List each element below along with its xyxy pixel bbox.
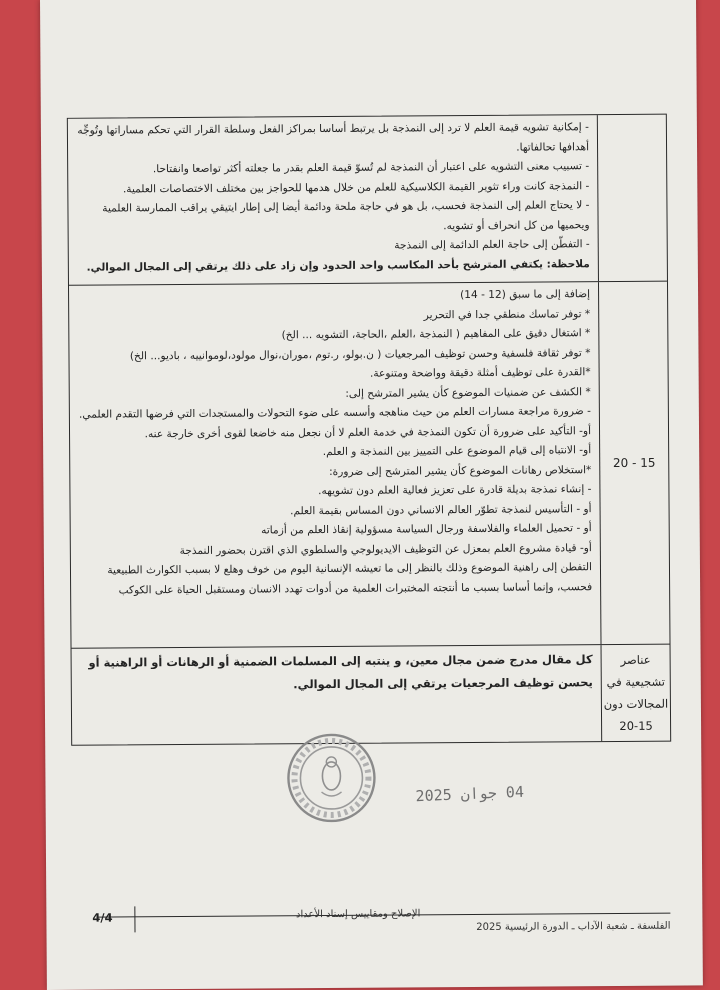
criteria-line: * توفر تماسك منطقي جدا في التحرير	[423, 307, 591, 321]
criteria-line: أو- قيادة مشروع العلم بمعزل عن التوظيف الايديولوجي والسلطوي الذي اقترن بحضور النمذجة	[179, 541, 592, 557]
criteria-line: التفطن إلى راهنية الموضوع وذلك بالنظر إلى ما تعيشه الإنسانية اليوم من خوف وهلع لا بسبب الكوارث الطبيعية فحسب، وإنما أساسا بسبب ما أنتجته المختبرات العلمية من أدوات تهدد الانسان ومستقبل الحياة على الكوكب	[107, 561, 593, 596]
page-footer	[72, 903, 670, 941]
score-range-cell: 15 - 20	[598, 282, 670, 644]
criteria-line: - تسبيب معنى التشويه على اعتبار أن النمذجة لم تُسوّ قيمة العلم بقدر ما جعلته أكثر تواصعا وانفتاحا.	[152, 160, 590, 176]
criteria-line: *استخلاص رهانات الموضوع كأن يشير المترشح إلى ضرورة:	[329, 463, 592, 478]
footer-separator	[134, 906, 135, 932]
criteria-line: أو - تحميل العلماء والفلاسفة ورجال السياسة مسؤولية إنقاذ العلم من أزماته	[261, 522, 592, 537]
criteria-line: - إمكانية تشويه قيمة العلم لا ترد إلى النمذجة بل يرتبط أساسا بمراكز الفعل وسلطة القرار التي تحكم مساراتها وتُوجِّه أهدافها تحالفاتها.	[77, 121, 590, 154]
criteria-line: *القدرة على توظيف أمثلة دقيقة وواضحة ومتنوعة.	[369, 366, 591, 380]
criteria-line: - إنشاء نمذجة بديلة قادرة على تعزيز فعالية العلم دون تشويهه.	[318, 483, 592, 498]
exam-page	[40, 0, 703, 990]
criteria-line: كل مقال مدرج ضمن مجال معين، و ينتبه إلى المسلمات الضمنية أو الرهانات أو الراهنية أو يحسن توظيف المرجعيات يرتقي إلى المجال الموالي.	[88, 652, 593, 692]
criteria-line: * اشتغال دقيق على المفاهيم ( النمذجة ،العلم ،الحاجة، التشويه ... الخ)	[281, 327, 591, 342]
criteria-line: - ضرورة مراجعة مسارات العلم من حيث مناهجه وأسسه على ضوء التحولات والمستجدات التي فرضها التقدم العلمي.	[78, 405, 591, 421]
criteria-cell	[68, 115, 598, 285]
criteria-line: - النمذجة كانت وراء تثوير القيمة الكلاسيكية للعلم من خلال هدمها للحواجز بين مختلف الاختصاصات العلمية.	[122, 179, 590, 195]
stamp-date: 04 جوان 2025	[415, 782, 525, 806]
table-row	[69, 282, 670, 649]
criteria-line: أو- الانتباه إلى قيام الموضوع على التمييز بين النمذجة و العلم.	[322, 444, 592, 459]
criteria-cell	[72, 645, 602, 745]
table-row	[72, 645, 671, 745]
encouragement-label-cell: عناصر تشجيعية في المجالات دون 15-20	[601, 645, 671, 741]
criteria-line: أو - التأسيس لنمذجة تطوّر العالم الانساني دون المساس بقيمة العلم.	[290, 502, 592, 517]
criteria-line: - لا يحتاج العلم إلى النمذجة فحسب، بل هو في حاجة ملحة ودائمة أيضا إلى إطار ايتيقي يراقب الممارسة العلمية ويحميها من كل انحراف أو تشويه.	[102, 199, 590, 232]
official-seal-icon	[285, 732, 378, 825]
criteria-line: * الكشف عن ضمنيات الموضوع كأن يشير المترشح إلى:	[345, 385, 591, 400]
footer-subject: الفلسفة ـ شعبة الآداب ـ الدورة الرئيسية 2025	[476, 920, 671, 933]
criteria-line: * توفر ثقافة فلسفية وحسن توظيف المرجعيات ( ن.بولو، ر.توم ،موران،نوال مولود،لوموانييه ، باديو... الخ)	[129, 346, 591, 362]
table-row	[68, 115, 667, 286]
grading-table	[67, 114, 671, 746]
criteria-line: إضافة إلى ما سبق (12 - 14)	[460, 288, 591, 302]
criteria-cell	[69, 282, 601, 648]
note-line: ملاحظة: يكتفي المترشح بأحد المكاسب واحد الحدود وإن زاد على ذلك يرتقي إلى المجال الموالي.	[86, 257, 590, 274]
page-number: 4/4	[92, 910, 113, 925]
score-range-cell	[597, 115, 667, 281]
footer-title: الإصلاح ومقاييس إسناد الأعداد	[295, 908, 421, 921]
criteria-line: أو- التأكيد على ضرورة أن تكون النمذجة في خدمة العلم لا أن نجعل منه خاضعا لقوى أخرى خارجة عنه.	[144, 424, 592, 440]
criteria-line: - التفطّن إلى حاجة العلم الدائمة إلى النمذجة	[394, 238, 590, 252]
